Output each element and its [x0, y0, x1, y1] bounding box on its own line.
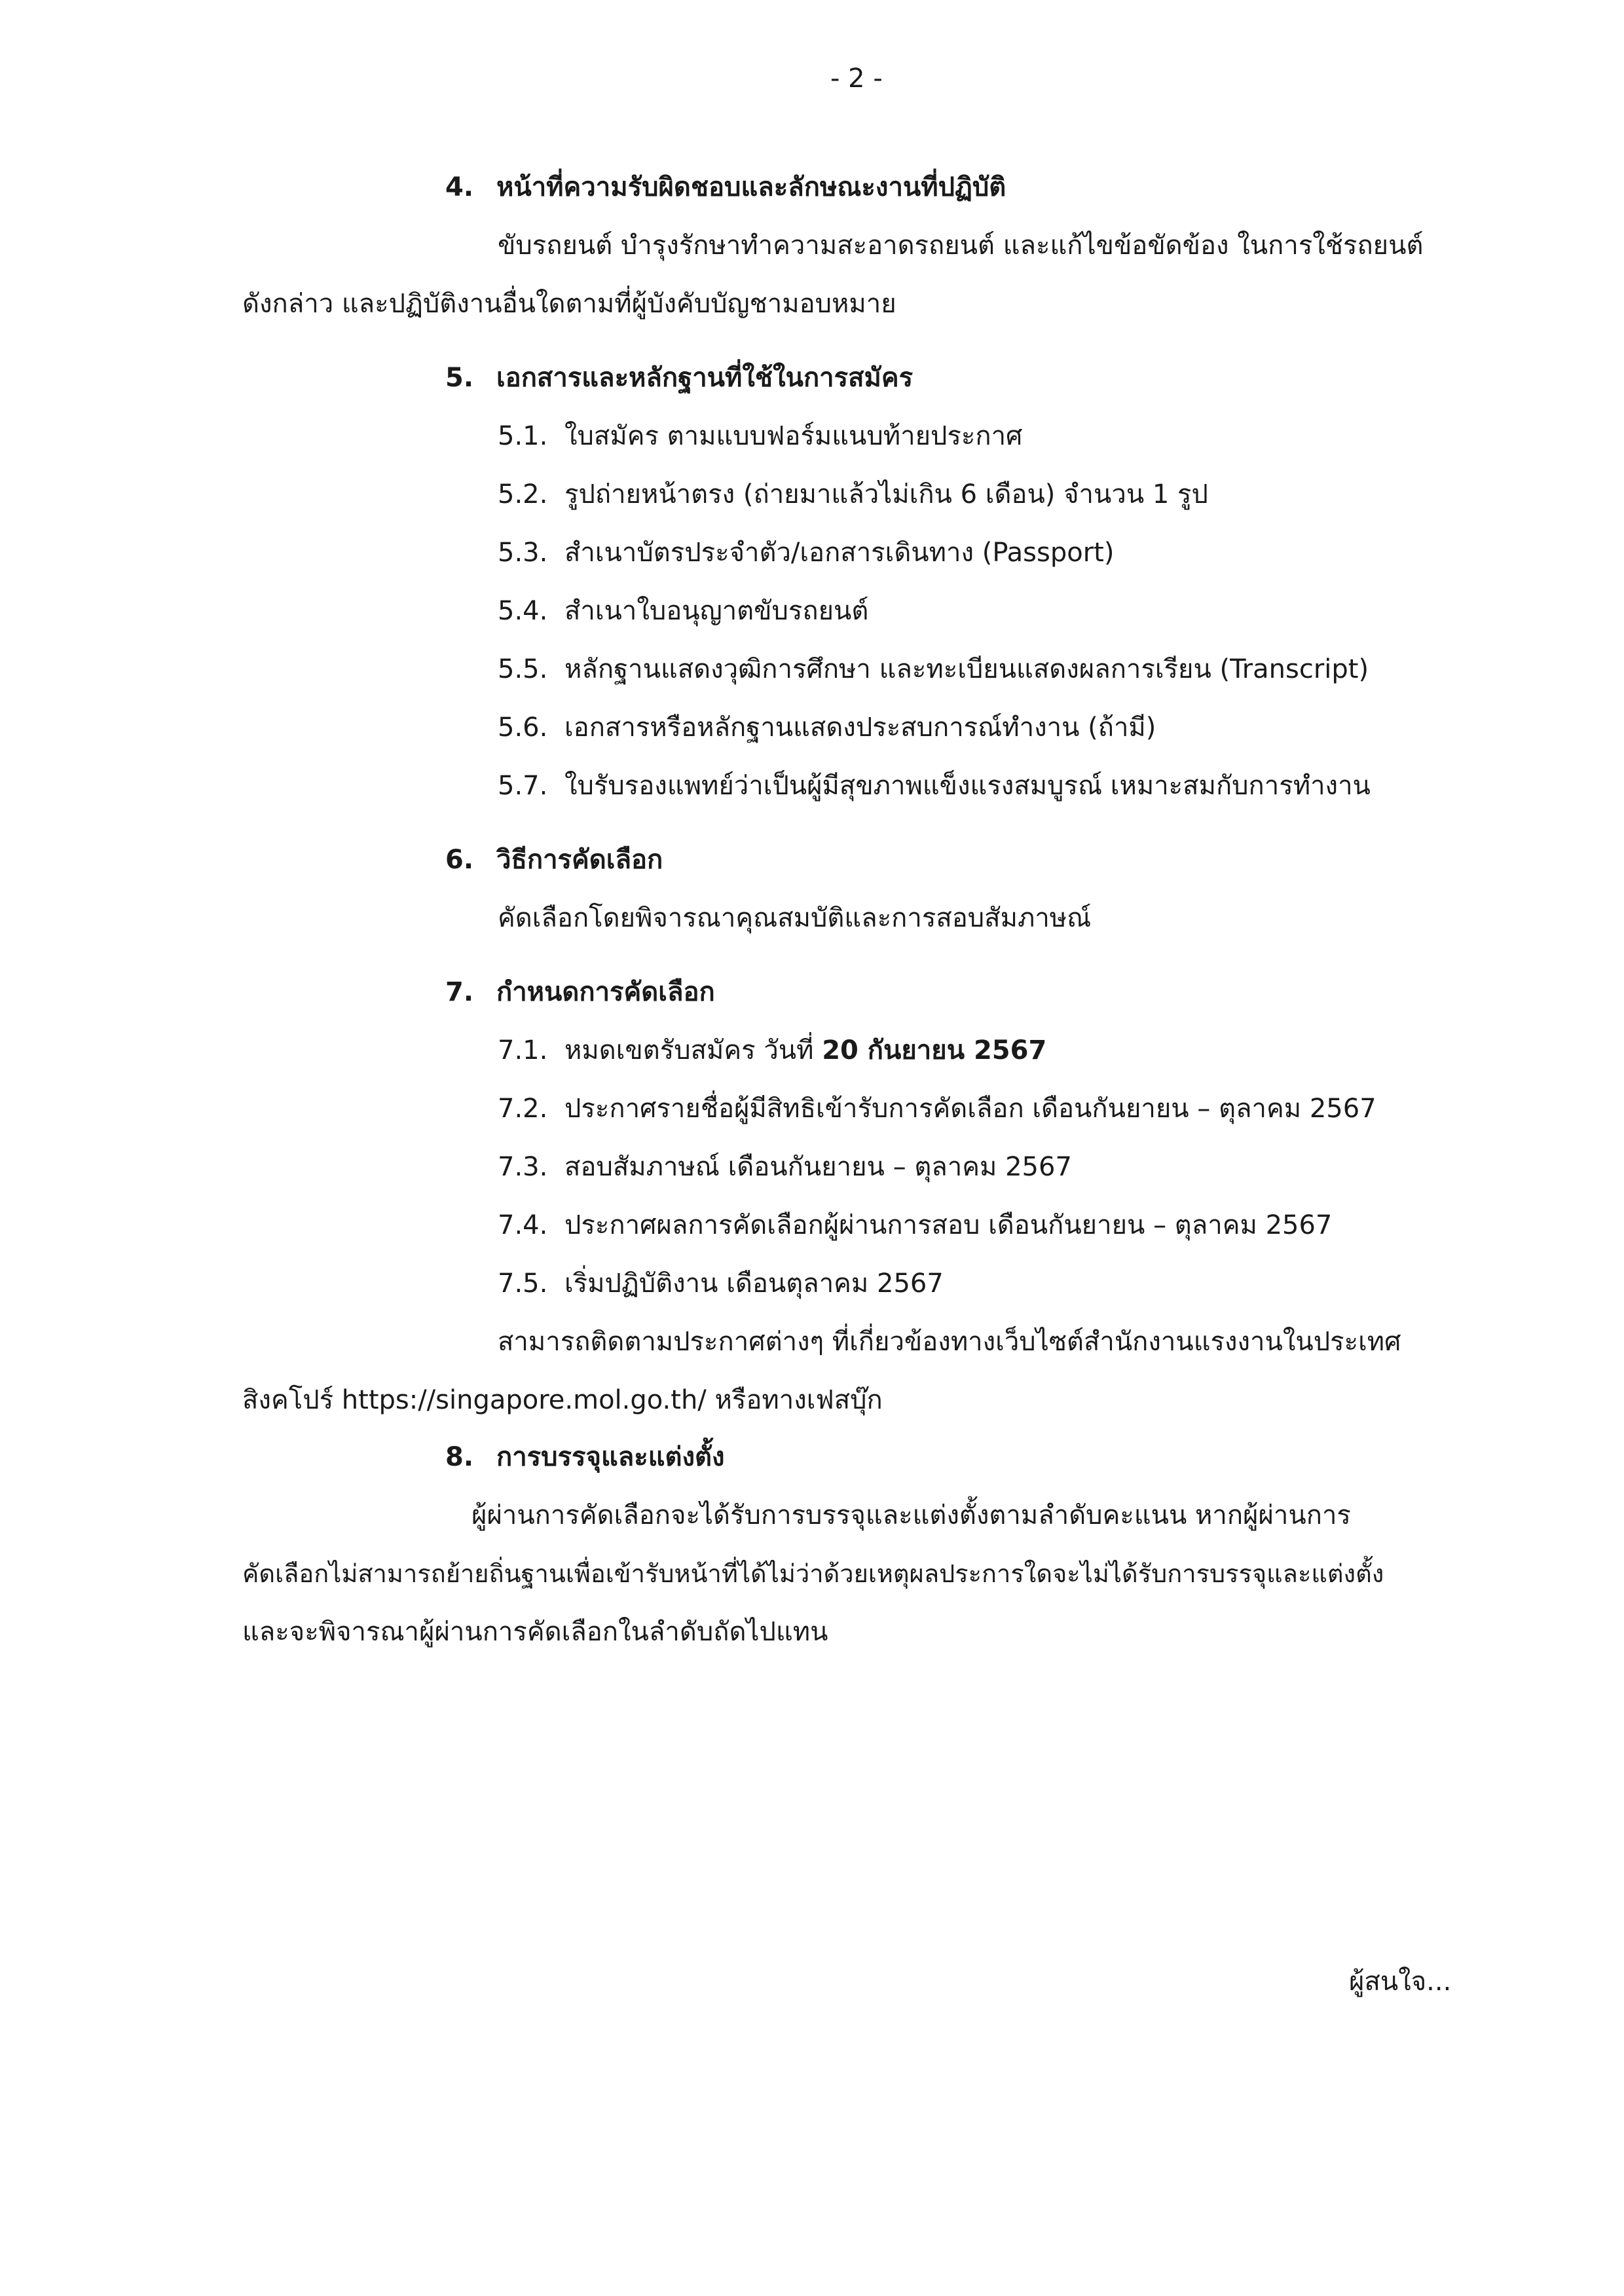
- list-item: [498, 1092, 1376, 1126]
- section-4-paragraph-line-1: ขับรถยนต์ บำรุงรักษาทำความสะอาดรถยนต์ และแก้ไขข้อขัดข้อง ในการใช้รถยนต์: [498, 231, 1424, 261]
- section-8-paragraph-line-2: คัดเลือกไม่สามารถย้ายถิ่นฐานเพื่อเข้ารับหน้าที่ได้ไม่ว่าด้วยเหตุผลประการใดจะไม่ได้รับการบรรจุและแต่งตั้ง: [242, 1559, 1384, 1588]
- list-item-number: 7.4.: [498, 1210, 548, 1240]
- list-item-text: สำเนาใบอนุญาตขับรถยนต์: [564, 596, 869, 626]
- list-item: [498, 477, 1208, 511]
- section-7-heading: [445, 975, 715, 1009]
- list-item-text: เริ่มปฏิบัติงาน เดือนตุลาคม 2567: [564, 1268, 944, 1299]
- list-item: [498, 652, 1369, 686]
- list-item-text: รูปถ่ายหน้าตรง (ถ่ายมาแล้วไม่เกิน 6 เดือน) จำนวน 1 รูป: [564, 479, 1208, 509]
- list-item-text: ประกาศรายชื่อผู้มีสิทธิเข้ารับการคัดเลือก เดือนกันยายน – ตุลาคม 2567: [564, 1094, 1376, 1124]
- list-item-text: ใบรับรองแพทย์ว่าเป็นผู้มีสุขภาพแข็งแรงสมบูรณ์ เหมาะสมกับการทำงาน: [564, 771, 1371, 801]
- section-7-number: 7.: [445, 977, 474, 1007]
- list-item-text: หมดเขตรับสมัคร วันที่: [564, 1035, 822, 1065]
- section-8-heading: [445, 1440, 725, 1474]
- list-item-number: 5.4.: [498, 596, 548, 626]
- list-item-number: 7.5.: [498, 1268, 548, 1299]
- list-item-text: ใบสมัคร ตามแบบฟอร์มแนบท้ายประกาศ: [564, 421, 1023, 451]
- list-item: [498, 1208, 1332, 1242]
- list-item-number: 5.2.: [498, 479, 548, 509]
- list-item: [498, 711, 1156, 745]
- list-item-text: สำเนาบัตรประจำตัว/เอกสารเดินทาง (Passport): [564, 538, 1115, 568]
- section-5-number: 5.: [445, 363, 474, 393]
- section-8-title: การบรรจุและแต่งตั้ง: [496, 1442, 725, 1472]
- section-8-paragraph-line-1: ผู้ผ่านการคัดเลือกจะได้รับการบรรจุและแต่งตั้งตามลำดับคะแนน หากผู้ผ่านการ: [471, 1500, 1351, 1530]
- list-item-number: 5.3.: [498, 538, 548, 568]
- list-item-text: หลักฐานแสดงวุฒิการศึกษา และทะเบียนแสดงผลการเรียน (Transcript): [564, 654, 1369, 684]
- section-7-paragraph-line-2: สิงคโปร์ https://singapore.mol.go.th/ หรือทางเฟสบุ๊ก: [242, 1385, 883, 1415]
- section-6-number: 6.: [445, 845, 474, 875]
- section-5-heading: [445, 361, 913, 395]
- list-item-number: 5.6.: [498, 713, 548, 743]
- section-4-heading: [445, 170, 1006, 204]
- list-item: [498, 1033, 1046, 1067]
- list-item-number: 5.7.: [498, 771, 548, 801]
- list-item: [498, 536, 1114, 570]
- section-7-paragraph-line-1: สามารถติดตามประกาศต่างๆ ที่เกี่ยวข้องทางเว็บไซต์สำนักงานแรงงานในประเทศ: [498, 1327, 1401, 1357]
- list-item-number: 7.1.: [498, 1035, 548, 1065]
- continuation-text: ผู้สนใจ...: [1349, 1967, 1452, 1997]
- section-4-number: 4.: [445, 172, 474, 202]
- list-item: [498, 1267, 944, 1301]
- list-item-number: 7.3.: [498, 1152, 548, 1182]
- list-item-text: เอกสารหรือหลักฐานแสดงประสบการณ์ทำงาน (ถ้ามี): [564, 713, 1156, 743]
- section-4-title: หน้าที่ความรับผิดชอบและลักษณะงานที่ปฏิบัติ: [496, 172, 1006, 202]
- list-item: [498, 1150, 1072, 1184]
- list-item-text: ประกาศผลการคัดเลือกผู้ผ่านการสอบ เดือนกันยายน – ตุลาคม 2567: [564, 1210, 1333, 1240]
- section-7-title: กำหนดการคัดเลือก: [496, 977, 715, 1007]
- section-6-title: วิธีการคัดเลือก: [496, 845, 663, 875]
- section-5-title: เอกสารและหลักฐานที่ใช้ในการสมัคร: [496, 363, 913, 393]
- page-number: - 2 -: [830, 64, 883, 94]
- section-8-paragraph-line-3: และจะพิจารณาผู้ผ่านการคัดเลือกในลำดับถัดไปแทน: [242, 1617, 828, 1647]
- list-item-text: สอบสัมภาษณ์ เดือนกันยายน – ตุลาคม 2567: [564, 1152, 1072, 1182]
- list-item-number: 7.2.: [498, 1094, 548, 1124]
- section-6-paragraph: คัดเลือกโดยพิจารณาคุณสมบัติและการสอบสัมภาษณ์: [498, 903, 1092, 933]
- list-item: [498, 419, 1022, 453]
- list-item: [498, 769, 1371, 803]
- deadline-date: 20 กันยายน 2567: [822, 1035, 1047, 1065]
- section-8-number: 8.: [445, 1442, 474, 1472]
- section-4-paragraph-line-2: ดังกล่าว และปฏิบัติงานอื่นใดตามที่ผู้บังคับบัญชามอบหมาย: [242, 289, 896, 319]
- section-6-heading: [445, 843, 663, 877]
- list-item-number: 5.1.: [498, 421, 548, 451]
- list-item-number: 5.5.: [498, 654, 548, 684]
- list-item: [498, 594, 868, 628]
